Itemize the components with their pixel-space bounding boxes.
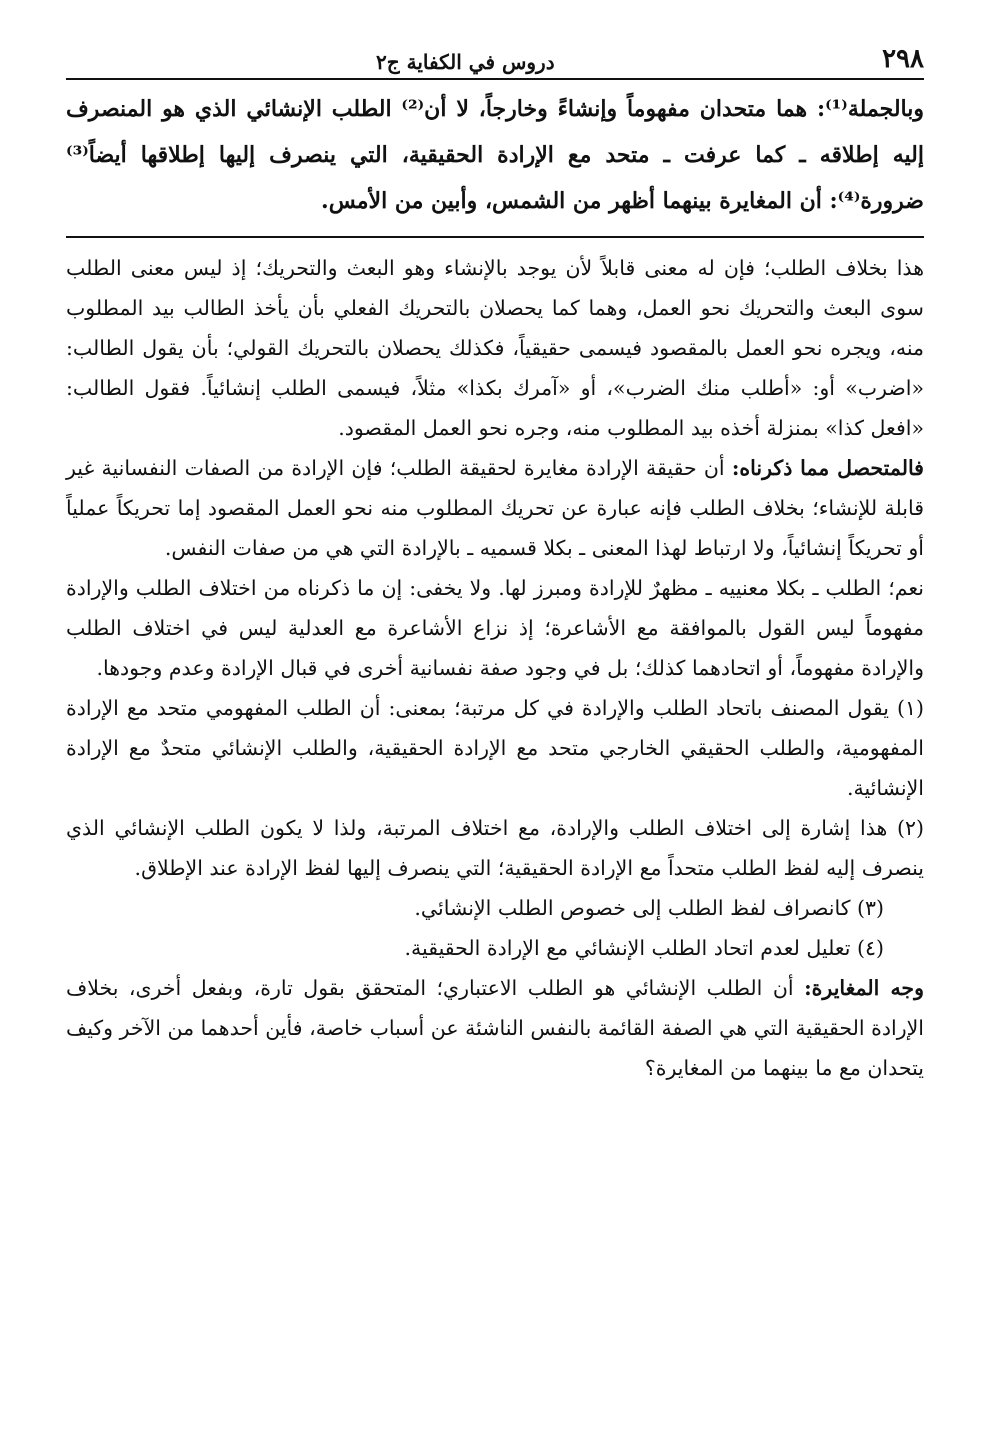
main-text: وبالجملة⁽¹⁾: هما متحدان مفهوماً وإنشاءً وخارجاً، لا أن⁽²⁾ الطلب الإنشائي الذي هو المنصرف إليه إطلاقه ـ كما عرفت ـ متحد مع الإرادة الحقيقية، التي ينصرف إليها إطلاقها أيضاً⁽³⁾ ضرورة⁽⁴⁾: أن المغايرة بينهما أظهر من الشمس، وأبين من الأمس. <box>66 96 924 214</box>
paragraph-lead: فالمتحصل مما ذكرناه: <box>731 456 924 480</box>
paragraph-body: أن حقيقة الإرادة مغايرة لحقيقة الطلب؛ فإن الإرادة من الصفات النفسانية غير قابلة للإنشاء؛ بخلاف الطلب فإنه عبارة عن تحريك المطلوب منه نحو العمل المقصود إما تحريكاً عملياً أو تحريكاً إنشائياً، ولا ارتباط لهذا المعنى ـ بكلا قسميه ـ بالإرادة التي هي من صفات النفس. <box>66 456 924 560</box>
page-header <box>66 38 924 80</box>
footnote-3: (٣) كانصراف لفظ الطلب إلى خصوص الطلب الإنشائي. <box>414 896 884 920</box>
book-page <box>66 38 924 1088</box>
commentary-paragraph-2 <box>66 448 924 568</box>
commentary-paragraph-1: هذا بخلاف الطلب؛ فإن له معنى قابلاً لأن يوجد بالإنشاء وهو البعث والتحريك؛ إذ ليس معنى الطلب سوى البعث والتحريك نحو العمل، وهما كما يحصلان بالتحريك الفعلي بأن يأخذ الطالب بيد المطلوب منه، ويجره نحو العمل بالمقصود فيسمى حقيقياً، فكذلك يحصلان بالتحريك القولي؛ بأن يقول الطالب: «اضرب» أو: «أطلب منك الضرب»، أو «آمرك بكذا» مثلاً، فيسمى الطلب إنشائياً. فقول الطالب: «افعل كذا» بمنزلة أخذه بيد المطلوب منه، وجره نحو العمل المقصود. <box>66 256 924 440</box>
separator-rule <box>66 236 924 238</box>
closing-paragraph <box>66 968 924 1088</box>
commentary-paragraph-3: نعم؛ الطلب ـ بكلا معنييه ـ مظهرٌ للإرادة ومبرز لها. ولا يخفى: إن ما ذكرناه من اختلاف الطلب والإرادة مفهوماً ليس القول بالموافقة مع الأشاعرة؛ إذ نزاع الأشاعرة مع العدلية ليس في اختلاف الطلب والإرادة مفهوماً، أو اتحادهما كذلك؛ بل في وجود صفة نفسانية أخرى في قبال الإرادة وعدم وجودها. <box>66 576 924 680</box>
footnote-1: (١) يقول المصنف باتحاد الطلب والإرادة في كل مرتبة؛ بمعنى: أن الطلب المفهومي متحد مع الإرادة المفهومية، والطلب الحقيقي الخارجي متحد مع الإرادة الحقيقية، والطلب الإنشائي متحدٌ مع الإرادة الإنشائية. <box>66 696 924 800</box>
closing-body: أن الطلب الإنشائي هو الطلب الاعتباري؛ المتحقق بقول تارة، وبفعل أخرى، بخلاف الإرادة الحقيقية التي هي الصفة القائمة بالنفس الناشئة عن أسباب خاصة، فأين أحدهما من الآخر وكيف يتحدان مع ما بينهما من المغايرة؟ <box>66 976 924 1080</box>
footnote-4: (٤) تعليل لعدم اتحاد الطلب الإنشائي مع الإرادة الحقيقية. <box>404 936 884 960</box>
page-number: ٢٩٨ <box>882 44 924 74</box>
footnote-2: (٢) هذا إشارة إلى اختلاف الطلب والإرادة، مع اختلاف المرتبة، ولذا لا يكون الطلب الإنشائي الذي ينصرف إليه لفظ الطلب متحداً مع الإرادة الحقيقية؛ التي ينصرف إليها لفظ الإرادة عند الإطلاق. <box>66 816 924 880</box>
closing-lead: وجه المغايرة: <box>804 976 925 1000</box>
running-title: دروس في الكفاية ج٢ <box>376 50 555 74</box>
